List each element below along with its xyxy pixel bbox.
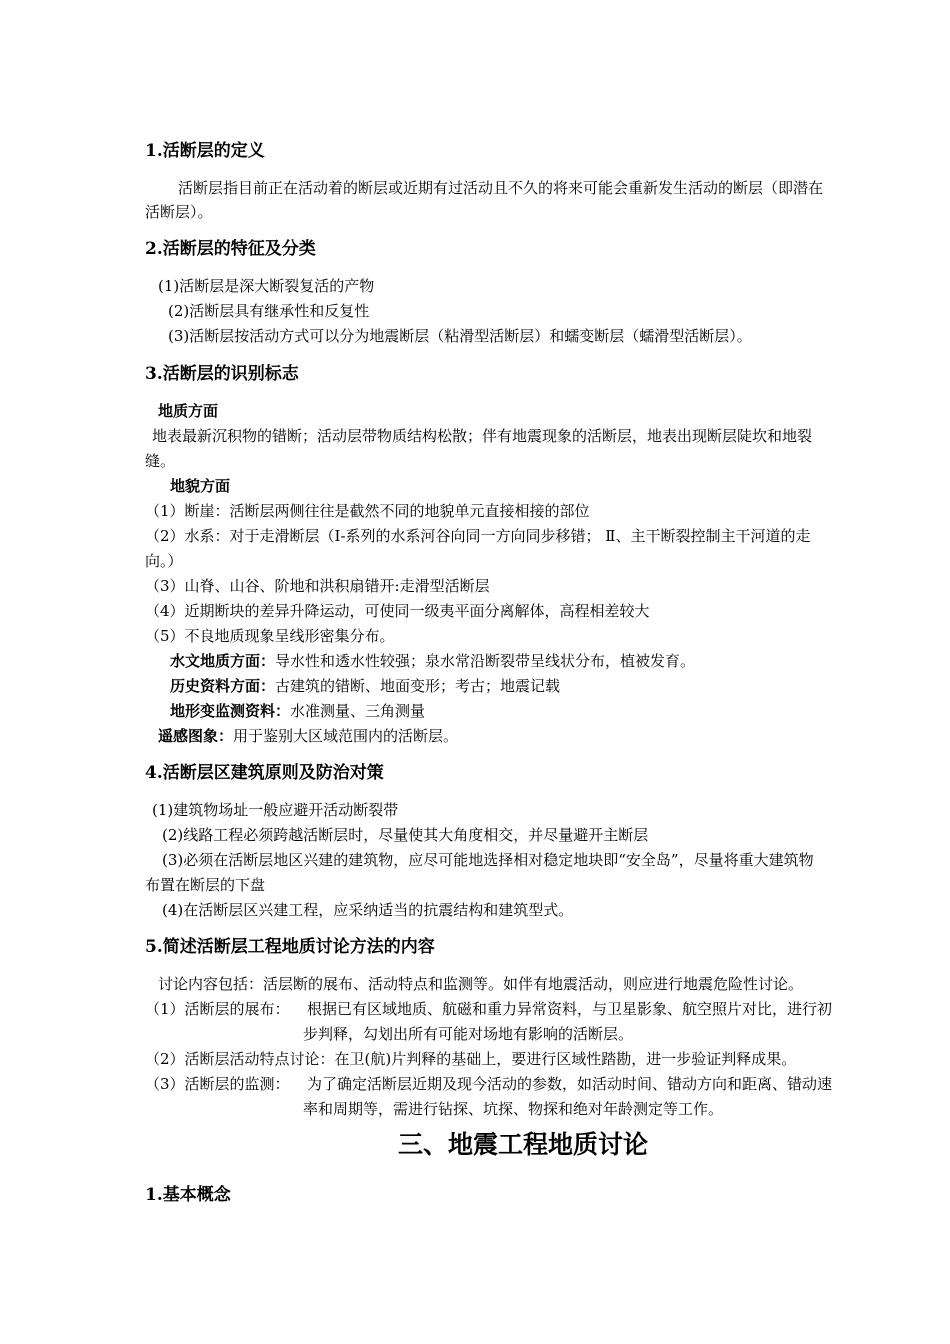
geomorphology-item-2: （2）水系：对于走滑断层（Ⅰ-系列的水系河谷向同一方向同步移错； Ⅱ、主干断裂控制主干河道的走 [145,527,811,545]
section-5-intro: 讨论内容包括：活层断的展布、活动特点和监测等。如伴有地震活动，则应进行地震危险性讨论。 [158,975,804,993]
section-5-item-2: （2）活断层活动特点讨论：在卫(航)片判释的基础上，要进行区域性踏勘，进一步验证判释成果。 [145,1050,797,1068]
section-4-item-1: (1)建筑物场址一般应避开活动断裂带 [152,801,399,819]
section-2-heading: 2.活断层的特征及分类 [145,239,316,259]
hydrogeology-label: 水文地质方面： [170,652,276,670]
remote-sensing-text: 用于鉴别大区域范围内的活断层。 [233,727,459,745]
section-5-item-3-line-2: 率和周期等，需进行钻探、坑探、物探和绝对年龄测定等工作。 [303,1100,724,1118]
geomorphology-label: 地貌方面 [170,477,231,495]
geology-label: 地质方面 [158,402,219,420]
section-4-item-4: (4)在活断层区兴建工程，应采纳适当的抗震结构和建筑型式。 [162,901,574,919]
chapter-title: 三、地震工程地质讨论 [398,1130,649,1159]
section-4-heading: 4.活断层区建筑原则及防治对策 [145,763,384,783]
deformation-text: 水准测量、三角测量 [290,702,426,720]
hydrogeology-line [170,651,695,671]
section-5-item-1-label: （1）活断层的展布： [145,1000,290,1018]
history-text: 古建筑的错断、地面变形；考古；地震记载 [275,677,561,695]
history-line [170,676,560,696]
geomorphology-item-1: （1）断崖：活断层两侧往往是截然不同的地貌单元直接相接的部位 [145,502,590,520]
section-4-item-2: (2)线路工程必须跨越活断层时，尽量使其大角度相交，并尽量避开主断层 [162,826,649,844]
section-4-item-3: (3)必须在活断层地区兴建的建筑物，应尽可能地选择相对稳定地块即“安全岛”，尽量将重大建筑物 [162,851,814,869]
remote-sensing-label: 遥感图象： [158,727,234,745]
section-2-item-1: (1)活断层是深大断裂复活的产物 [158,277,375,295]
deformation-line [170,701,425,721]
section-1-paragraph-line-1: 活断层指目前正在活动着的断层或近期有过活动且不久的将来可能会重新发生活动的断层（即潜在 [178,179,824,197]
section-5-item-1-line-1: 根据已有区域地质、航磁和重力异常资料，与卫星影象、航空照片对比，进行初 [307,1000,833,1018]
hydrogeology-text: 导水性和透水性较强；泉水常沿断裂带呈线状分布，植被发育。 [275,652,696,670]
history-label: 历史资料方面： [170,677,276,695]
remote-sensing-line [158,726,458,746]
geomorphology-item-3: （3）山脊、山谷、阶地和洪积扇错开:走滑型活断层 [145,577,490,595]
section-2-item-2: (2)活断层具有继承性和反复性 [168,302,370,320]
geology-text-line-1: 地表最新沉积物的错断；活动层带物质结构松散；伴有地震现象的活断层，地表出现断层陡坎和地裂 [152,427,813,445]
section-5-item-1-line-2: 步判释，勾划出所有可能对场地有影响的活断层。 [303,1025,634,1043]
deformation-label: 地形变监测资料： [170,702,291,720]
section-3-heading: 3.活断层的识别标志 [145,364,299,384]
geomorphology-item-2-cont: 向。） [145,552,183,570]
geomorphology-item-4: （4）近期断块的差异升降运动，可使同一级夷平面分离解体，高程相差较大 [145,602,650,620]
section-5-heading: 5.简述活断层工程地质讨论方法的内容 [145,937,435,957]
geomorphology-item-5: （5）不良地质现象呈线形密集分布。 [145,627,395,645]
section-4-item-3-cont: 布置在断层的下盘 [145,876,266,894]
chapter-sub-heading: 1.基本概念 [145,1185,231,1205]
section-5-item-3-line-1: 为了确定活断层近期及现今活动的参数，如活动时间、错动方向和距离、错动速 [307,1075,833,1093]
section-1-paragraph-line-2: 活断层）。 [145,203,213,221]
section-1-heading: 1.活断层的定义 [145,141,265,161]
geology-text-line-2: 缝。 [145,452,176,470]
section-2-item-3: (3)活断层按活动方式可以分为地震断层（粘滑型活断层）和蠕变断层（蠕滑型活断层）。 [168,327,752,345]
section-5-item-3-label: （3）活断层的监测： [145,1075,290,1093]
